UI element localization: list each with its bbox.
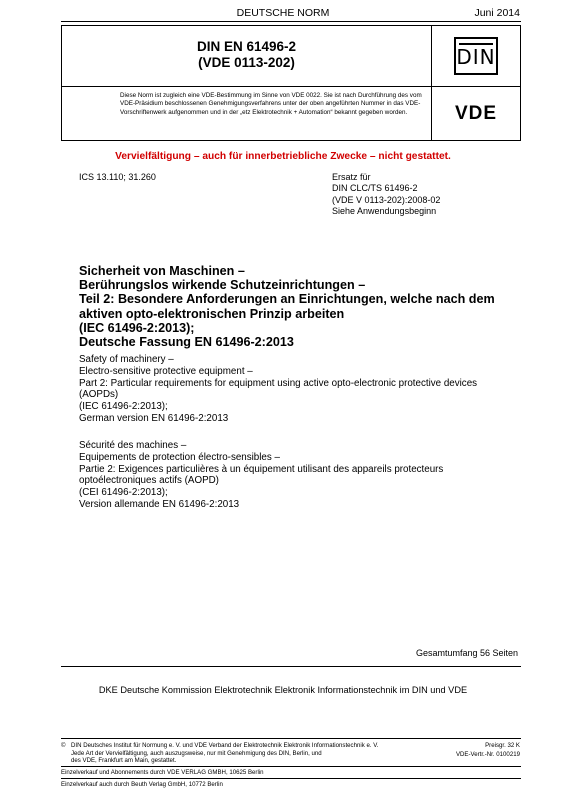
price-info [456, 742, 520, 760]
title-german-line: Teil 2: Besondere Anforderungen an Einrichtungen, welche nach dem [79, 292, 495, 307]
title-english-line: Electro-sensitive protective equipment – [79, 365, 253, 377]
title-french [79, 440, 529, 511]
title-french-line: Version allemande EN 61496-2:2013 [79, 498, 240, 510]
header-box [61, 25, 521, 141]
ics-codes: ICS 13.110; 31.260 [79, 172, 156, 182]
publication-date: Juni 2014 [474, 7, 520, 19]
vde-note: Diese Norm ist zugleich eine VDE-Bestimmung im Sinne von VDE 0022. Sie ist nach Durchführung des vom VDE-Präsidium beschlossenen Genehmigungsverfahrens unter der oben angeführten Nummer in das VDE-Vorschriftenwerk aufgenommen und in der „etz Elektrotechnik + Automation“ bekannt gegeben worden. [62, 86, 432, 140]
title-french-line: optoélectroniques actifs (AOPD) [79, 475, 219, 487]
replacement-line: DIN CLC/TS 61496-2 [332, 183, 418, 194]
replacement-line: (VDE V 0113-202):2008-02 [332, 194, 441, 205]
sales-vde: Einzelverkauf und Abonnements durch VDE VERLAG GMBH, 10625 Berlin [61, 769, 264, 776]
footer-rule [61, 738, 521, 739]
title-german [79, 264, 529, 349]
replacement-line: Siehe Anwendungsbeginn [332, 205, 437, 216]
vde-number: (VDE 0113-202) [198, 55, 295, 70]
title-english-line: Part 2: Particular requirements for equipment using active opto-electronic protective devices [79, 377, 478, 389]
price-group: Preisgr. 32 K [485, 742, 520, 749]
din-logo-cell [432, 26, 520, 86]
copyright-line: DIN Deutsches Institut für Normung e. V. und VDE Verband der Elektrotechnik Elektronik Informationstechnik e. V. [71, 742, 379, 749]
dke-committee: DKE Deutsche Kommission Elektrotechnik Elektronik Informationstechnik im DIN und VDE [98, 685, 468, 695]
top-rule [61, 21, 521, 22]
din-logo [454, 37, 498, 75]
footer-rule [61, 766, 521, 767]
footer-rule [61, 778, 521, 779]
copyright-icon: © [61, 742, 66, 749]
divider-rule [61, 666, 521, 667]
doc-number-cell [62, 26, 432, 86]
din-logo-text: DIN [456, 45, 496, 69]
title-french-line: (CEI 61496-2:2013); [79, 487, 168, 499]
title-french-line: Sécurité des machines – [79, 440, 187, 451]
copy-warning: Vervielfältigung – auch für innerbetriebliche Zwecke – nicht gestattet. [115, 151, 451, 162]
vde-logo: VDE [454, 102, 498, 124]
title-english [79, 354, 529, 425]
total-pages: Gesamtumfang 56 Seiten [415, 648, 518, 658]
title-german-line: (IEC 61496-2:2013); [79, 320, 195, 335]
copyright-line: Jede Art der Vervielfältigung, auch auszugsweise, nur mit Genehmigung des DIN, Berlin, und [71, 749, 322, 757]
title-english-line: (IEC 61496-2:2013); [79, 401, 168, 413]
title-german-line: Berührungslos wirkende Schutzeinrichtungen – [79, 278, 366, 293]
vde-logo-cell [432, 86, 520, 140]
sales-beuth: Einzelverkauf auch durch Beuth Verlag GmbH, 10772 Berlin [61, 781, 223, 788]
title-french-line: Partie 2: Exigences particulières à un équipement utilisant des appareils protecteurs [79, 463, 444, 475]
copyright-notice [61, 742, 391, 765]
vertrieb-number: VDE-Vertr.-Nr. 0100219 [455, 750, 520, 758]
title-french-line: Equipements de protection électro-sensibles – [79, 451, 280, 463]
copyright-line: des VDE, Frankfurt am Main, gestattet. [71, 757, 177, 765]
title-english-line: Safety of machinery – [79, 354, 174, 365]
doc-number: DIN EN 61496-2 [196, 39, 297, 54]
title-german-line: Deutsche Fassung EN 61496-2:2013 [79, 335, 294, 350]
title-german-line: Sicherheit von Maschinen – [79, 264, 245, 278]
title-english-line: German version EN 61496-2:2013 [79, 412, 229, 424]
replacement-info [332, 172, 440, 217]
title-english-line: (AOPDs) [79, 389, 119, 401]
replacement-line: Ersatz für [332, 172, 371, 182]
title-german-line: aktiven opto-elektronischen Prinzip arbeiten [79, 306, 345, 321]
norm-type-label: DEUTSCHE NORM [236, 7, 330, 19]
